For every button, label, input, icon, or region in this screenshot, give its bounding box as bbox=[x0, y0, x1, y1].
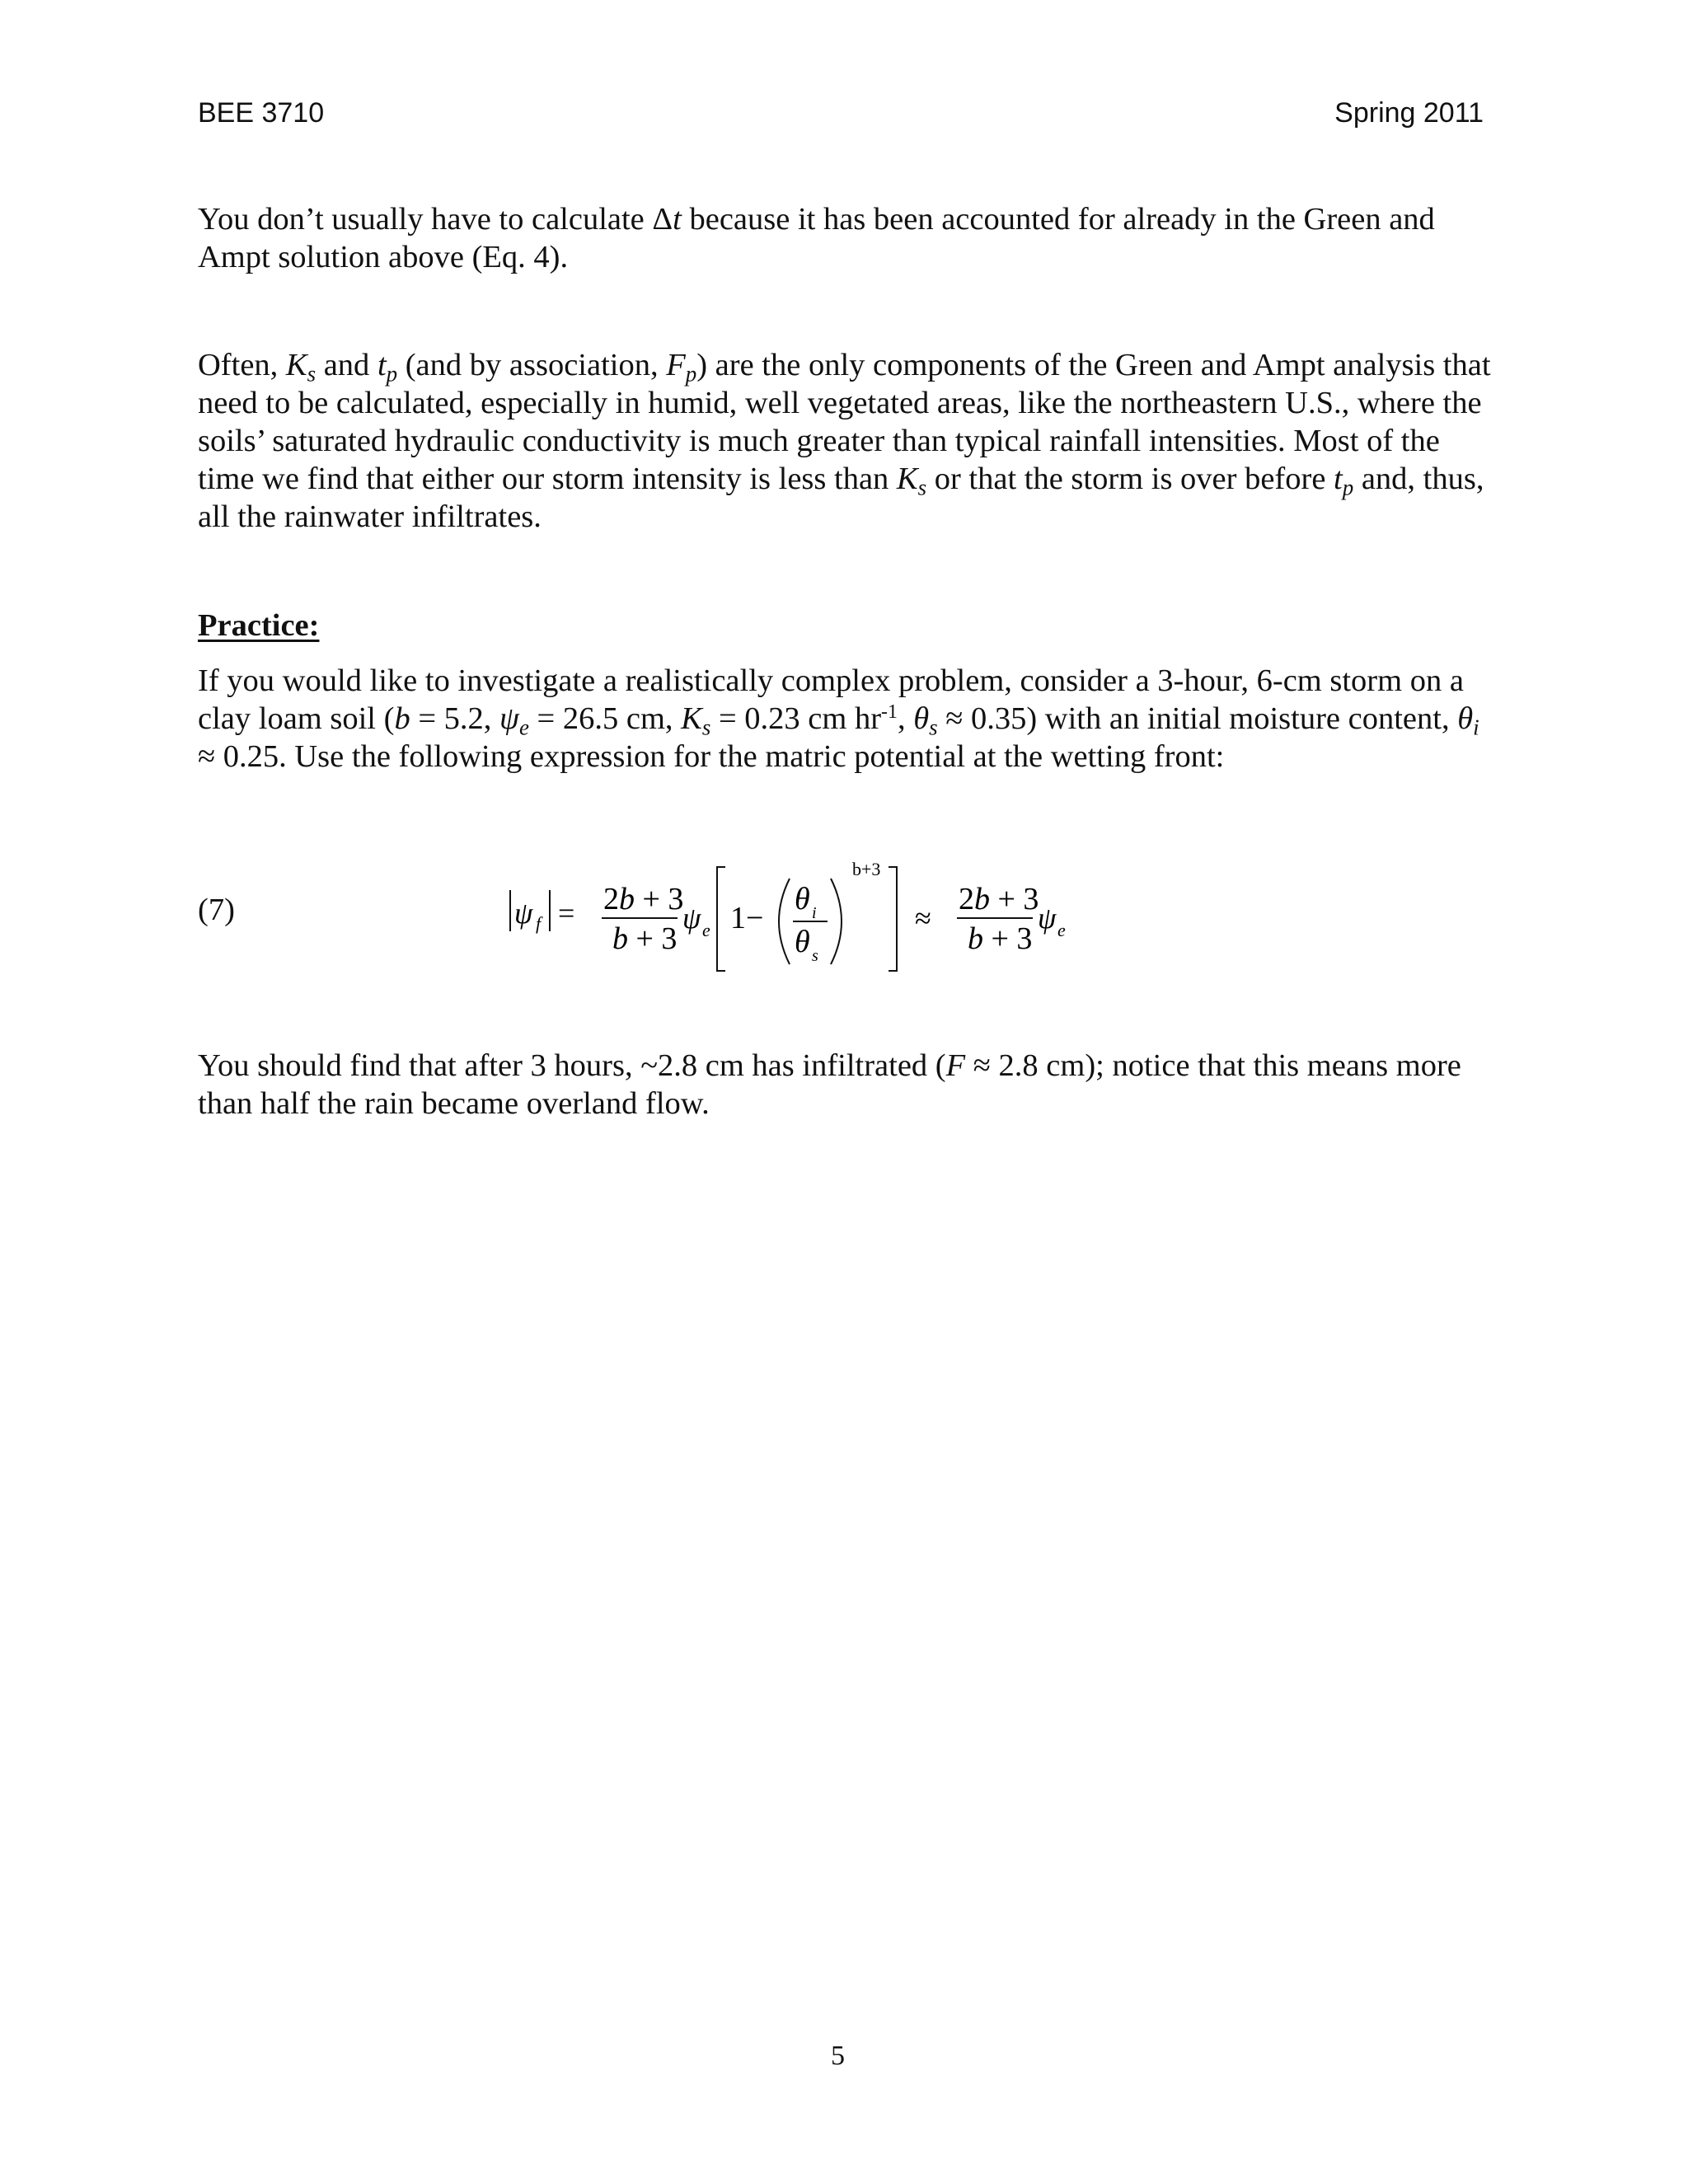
e-subscript: e bbox=[702, 920, 710, 940]
fraction-denominator-1: b + 3 bbox=[612, 921, 678, 956]
approx-sign: ≈ bbox=[915, 902, 931, 935]
s-subscript: s bbox=[812, 947, 818, 965]
page-number: 5 bbox=[831, 2041, 845, 2071]
right-parenthesis bbox=[831, 879, 842, 964]
psi-f-symbol: ψ bbox=[514, 897, 533, 930]
theta-i-symbol: θ bbox=[795, 882, 810, 916]
paragraph-conclusion: You should find that after 3 hours, ~2.8 cm has infiltrated (F ≈ 2.8 cm); notice that this means more than half the rain became overland flow. bbox=[198, 1048, 1461, 1121]
f-subscript: f bbox=[536, 913, 542, 934]
fraction-numerator-2: 2b + 3 bbox=[959, 882, 1039, 916]
practice-heading: Practice: bbox=[198, 608, 320, 643]
psi-e-symbol: ψ bbox=[682, 902, 701, 935]
equation-number: (7) bbox=[198, 893, 235, 927]
paragraph-green-ampt: Often, $K_s$ and $t_p$ (and by association, $F_p$) are the only components of the Green and Ampt analysis that need to be calculated, especially in humid, well vegetated areas, like the northeastern U.S., where the soils’ saturated hydraulic conductivity is much greater than typical rainfall intensities. Most of the time we find that either our storm intensity is less than $K_s$ or that the storm is over before $t_p$ and, thus, all the rainwater infiltrates. bbox=[198, 348, 1491, 534]
theta-s-symbol: θ bbox=[795, 925, 810, 959]
paragraph-delta-t: You don’t usually have to calculate Δt because it has been accounted for already in the Green and Ampt solution above (Eq. 4). bbox=[198, 202, 1435, 274]
fraction-denominator-2: b + 3 bbox=[968, 921, 1033, 956]
one-minus: 1− bbox=[730, 901, 764, 935]
e-subscript-2: e bbox=[1057, 920, 1066, 940]
equals-sign: = bbox=[558, 897, 575, 930]
left-square-bracket bbox=[717, 867, 725, 971]
term-label: Spring 2011 bbox=[1334, 97, 1484, 129]
course-code: BEE 3710 bbox=[198, 97, 325, 129]
fraction-numerator-1: 2b + 3 bbox=[603, 882, 684, 916]
i-subscript: i bbox=[812, 904, 817, 922]
paragraph-practice: If you would like to investigate a realistically complex problem, consider a 3-hour, 6-cm storm on a clay loam soil (b = 5.2, $\psi_e = 26.5$ cm, $K_s = 0.23$ cm $hr^{-1}$, $\theta_s \approx 0.35$) with an initial moisture content, $\theta_i \approx 0.25$. Use the following expression for the matric potential at the wetting front: bbox=[198, 663, 1479, 774]
psi-e-symbol-2: ψ bbox=[1038, 902, 1057, 935]
right-square-bracket bbox=[889, 867, 897, 971]
exponent-b-plus-3: b+3 bbox=[852, 859, 881, 879]
matric-potential-equation bbox=[495, 841, 1088, 981]
left-parenthesis bbox=[779, 879, 790, 964]
